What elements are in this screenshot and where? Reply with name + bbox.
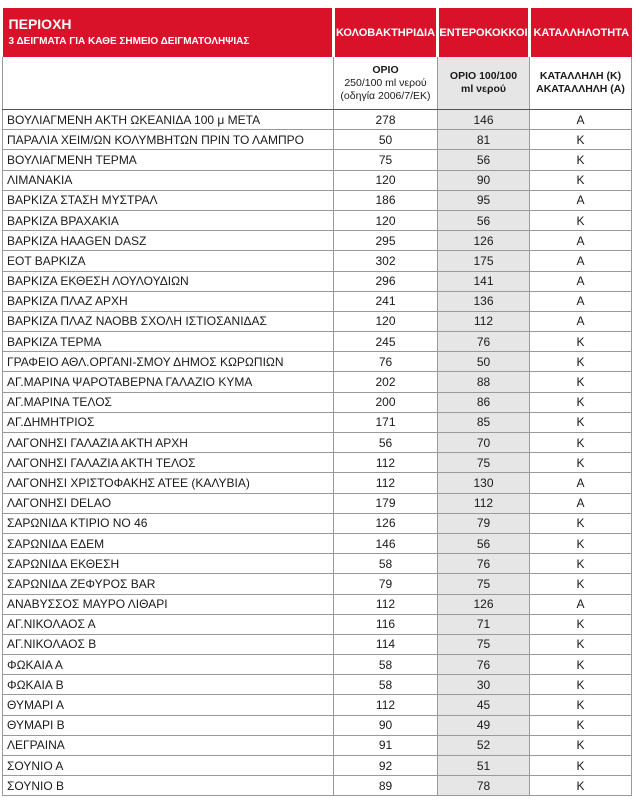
table-row [3, 352, 632, 372]
coliform-value: 112 [334, 695, 438, 715]
entero-value: 141 [438, 271, 530, 291]
table-row [3, 614, 632, 634]
suitability-value: Κ [530, 332, 632, 352]
suitability-value: Κ [530, 372, 632, 392]
coliform-value: 79 [334, 574, 438, 594]
suitability-value: Κ [530, 433, 632, 453]
coliform-limit [334, 57, 438, 110]
location-name: ΑΓ.ΜΑΡΙΝΑ ΤΕΛΟΣ [3, 392, 334, 412]
location-name: ΠΑΡΑΛΙΑ ΧΕΙΜ/ΩΝ ΚΟΛΥΜΒΗΤΩΝ ΠΡΙΝ ΤΟ ΛΑΜΠΡΟ [3, 130, 334, 150]
coliform-value: 56 [334, 433, 438, 453]
location-name: ΛΑΓΟΝΗΣΙ ΓΑΛΑΖΙΑ ΑΚΤΗ ΑΡΧΗ [3, 433, 334, 453]
suitability-value: Κ [530, 210, 632, 230]
suitability-value: Κ [530, 392, 632, 412]
suitability-value: Κ [530, 715, 632, 735]
coliform-value: 112 [334, 594, 438, 614]
coliform-value: 112 [334, 473, 438, 493]
location-name: ΘΥΜΑΡΙ Α [3, 695, 334, 715]
table-row [3, 655, 632, 675]
entero-value: 88 [438, 372, 530, 392]
coliform-value: 116 [334, 614, 438, 634]
entero-value: 136 [438, 291, 530, 311]
entero-header: ΕΝΤΕΡΟΚΟΚΚΟΙ [438, 8, 530, 57]
entero-limit-line1: ΟΡΙΟ 100/100 [449, 70, 518, 82]
coliform-value: 112 [334, 453, 438, 473]
location-name: ΒΑΡΚΙΖΑ ΤΕΡΜΑ [3, 332, 334, 352]
coliform-value: 58 [334, 554, 438, 574]
location-name: ΛΑΓΟΝΗΣΙ ΧΡΙΣΤΟΦΑΚΗΣ ΑΤΕΕ (ΚΑΛΥΒΙΑ) [3, 473, 334, 493]
table-row [3, 372, 632, 392]
location-name: ΑΝΑΒΥΣΣΟΣ ΜΑΥΡΟ ΛΙΘΑΡΙ [3, 594, 334, 614]
entero-value: 86 [438, 392, 530, 412]
coliform-value: 120 [334, 311, 438, 331]
entero-value: 175 [438, 251, 530, 271]
location-name: ΒΑΡΚΙΖΑ ΕΚΘΕΣΗ ΛΟΥΛΟΥΔΙΩΝ [3, 271, 334, 291]
table-row [3, 776, 632, 796]
entero-value: 81 [438, 130, 530, 150]
table-row [3, 715, 632, 735]
suitability-value: Κ [530, 756, 632, 776]
coliform-value: 200 [334, 392, 438, 412]
location-name: ΣΑΡΩΝΙΔΑ ΚΤΙΡΙΟ ΝΟ 46 [3, 513, 334, 533]
entero-value: 56 [438, 533, 530, 553]
location-name: ΘΥΜΑΡΙ Β [3, 715, 334, 735]
location-name: ΣΑΡΩΝΙΔΑ ΖΕΦΥΡΟΣ BAR [3, 574, 334, 594]
location-name: ΕΟΤ ΒΑΡΚΙΖΑ [3, 251, 334, 271]
suitability-value: Κ [530, 170, 632, 190]
suitability-value: Κ [530, 614, 632, 634]
table-row [3, 594, 632, 614]
table-row [3, 170, 632, 190]
table-row [3, 756, 632, 776]
table-row [3, 251, 632, 271]
entero-value: 90 [438, 170, 530, 190]
coliform-header: ΚΟΛΟΒΑΚΤΗΡΙΔΙΑ [334, 8, 438, 57]
location-name: ΣΑΡΩΝΙΔΑ ΕΚΘΕΣΗ [3, 554, 334, 574]
location-name: ΒΑΡΚΙΖΑ ΠΛΑΖ ΝΑΟΒΒ ΣΧΟΛΗ ΙΣΤΙΟΣΑΝΙΔΑΣ [3, 311, 334, 331]
coliform-value: 179 [334, 493, 438, 513]
location-name: ΒΑΡΚΙΖΑ ΒΡΑΧΑΚΙΑ [3, 210, 334, 230]
table-row [3, 311, 632, 331]
entero-value: 70 [438, 433, 530, 453]
table-row [3, 231, 632, 251]
location-name: ΛΑΓΟΝΗΣΙ ΓΑΛΑΖΙΑ ΑΚΤΗ ΤΕΛΟΣ [3, 453, 334, 473]
suitability-value: Κ [530, 554, 632, 574]
location-name: ΒΟΥΛΙΑΓΜΕΝΗ ΤΕΡΜΑ [3, 150, 334, 170]
table-row [3, 493, 632, 513]
suitability-legend-line2: ΑΚΑΤΑΛΛΗΛΗ (Α) [536, 83, 625, 95]
coliform-limit-line2: 250/100 ml νερού [344, 76, 427, 89]
table-row [3, 332, 632, 352]
suitability-value: Α [530, 110, 632, 130]
entero-limit [438, 57, 530, 110]
entero-value: 51 [438, 756, 530, 776]
suitability-value: Α [530, 231, 632, 251]
suitability-value: Κ [530, 574, 632, 594]
entero-value: 85 [438, 412, 530, 432]
table-row [3, 110, 632, 130]
coliform-value: 202 [334, 372, 438, 392]
coliform-value: 91 [334, 735, 438, 755]
suitability-value: Κ [530, 130, 632, 150]
suitability-value: Α [530, 594, 632, 614]
limits-row-blank [3, 57, 334, 110]
table-row [3, 574, 632, 594]
area-header [3, 8, 334, 57]
location-name: ΣΟΥΝΙΟ Β [3, 776, 334, 796]
coliform-value: 302 [334, 251, 438, 271]
header-row [3, 8, 632, 57]
table-row [3, 634, 632, 654]
coliform-value: 278 [334, 110, 438, 130]
coliform-value: 58 [334, 655, 438, 675]
suitability-value: Α [530, 291, 632, 311]
location-name: ΑΓ.ΜΑΡΙΝΑ ΨΑΡΟΤΑΒΕΡΝΑ ΓΑΛΑΖΙΟ ΚΥΜΑ [3, 372, 334, 392]
area-title: ΠΕΡΙΟΧΗ [8, 16, 72, 32]
entero-value: 75 [438, 634, 530, 654]
suitability-value: Κ [530, 533, 632, 553]
entero-value: 49 [438, 715, 530, 735]
coliform-value: 295 [334, 231, 438, 251]
coliform-value: 58 [334, 675, 438, 695]
coliform-limit-line3: (οδηγία 2006/7/ΕΚ) [340, 89, 431, 102]
suitability-legend-line1: ΚΑΤΑΛΛΗΛΗ (Κ) [539, 70, 622, 82]
entero-value: 95 [438, 190, 530, 210]
location-name: ΦΩΚΑΙΑ Β [3, 675, 334, 695]
table-row [3, 453, 632, 473]
entero-value: 78 [438, 776, 530, 796]
suitability-value: Κ [530, 776, 632, 796]
table-row [3, 735, 632, 755]
entero-value: 56 [438, 150, 530, 170]
entero-value: 76 [438, 554, 530, 574]
suitability-value: Κ [530, 634, 632, 654]
table-row [3, 513, 632, 533]
table-row [3, 291, 632, 311]
entero-value: 112 [438, 311, 530, 331]
suitability-value: Κ [530, 735, 632, 755]
suitability-value: Α [530, 190, 632, 210]
table-row [3, 473, 632, 493]
table-row [3, 210, 632, 230]
entero-value: 79 [438, 513, 530, 533]
suitability-legend [530, 57, 632, 110]
entero-value: 76 [438, 655, 530, 675]
entero-limit-line2: ml νερού [460, 83, 506, 95]
suitability-header: ΚΑΤΑΛΛΗΛΟΤΗΤΑ [530, 8, 632, 57]
coliform-limit-line1: ΟΡΙΟ [372, 63, 399, 76]
location-name: ΣΟΥΝΙΟ Α [3, 756, 334, 776]
suitability-value: Κ [530, 352, 632, 372]
entero-value: 130 [438, 473, 530, 493]
entero-value: 75 [438, 453, 530, 473]
table-row [3, 392, 632, 412]
coliform-value: 146 [334, 533, 438, 553]
coliform-value: 245 [334, 332, 438, 352]
location-name: ΒΟΥΛΙΑΓΜΕΝΗ ΑΚΤΗ ΩΚΕΑΝΙΔΑ 100 μ ΜΕΤΑ [3, 110, 334, 130]
table-row [3, 412, 632, 432]
coliform-value: 76 [334, 352, 438, 372]
entero-value: 52 [438, 735, 530, 755]
coliform-value: 50 [334, 130, 438, 150]
coliform-value: 120 [334, 210, 438, 230]
coliform-value: 126 [334, 513, 438, 533]
coliform-value: 171 [334, 412, 438, 432]
suitability-value: Κ [530, 675, 632, 695]
coliform-value: 90 [334, 715, 438, 735]
suitability-value: Κ [530, 412, 632, 432]
suitability-value: Κ [530, 655, 632, 675]
entero-value: 50 [438, 352, 530, 372]
limits-row [3, 57, 632, 110]
suitability-value: Α [530, 271, 632, 291]
table-row [3, 190, 632, 210]
table-row [3, 695, 632, 715]
location-name: ΦΩΚΑΙΑ Α [3, 655, 334, 675]
entero-value: 45 [438, 695, 530, 715]
area-subtitle: 3 ΔΕΙΓΜΑΤΑ ΓΙΑ ΚΑΘΕ ΣΗΜΕΙΟ ΔΕΙΓΜΑΤΟΛΗΨΙΑΣ [8, 36, 250, 47]
table-row [3, 150, 632, 170]
entero-value: 112 [438, 493, 530, 513]
suitability-value: Κ [530, 150, 632, 170]
location-name: ΑΓ.ΝΙΚΟΛΑΟΣ Β [3, 634, 334, 654]
suitability-value: Α [530, 493, 632, 513]
location-name: ΛΑΓΟΝΗΣΙ DELAO [3, 493, 334, 513]
location-name: ΒΑΡΚΙΖΑ ΣΤΑΣΗ ΜΥΣΤΡΑΛ [3, 190, 334, 210]
coliform-value: 120 [334, 170, 438, 190]
coliform-value: 296 [334, 271, 438, 291]
entero-value: 126 [438, 231, 530, 251]
suitability-value: Κ [530, 513, 632, 533]
location-name: ΑΓ.ΔΗΜΗΤΡΙΟΣ [3, 412, 334, 432]
suitability-value: Κ [530, 453, 632, 473]
table-row [3, 675, 632, 695]
suitability-value: Α [530, 251, 632, 271]
coliform-value: 75 [334, 150, 438, 170]
suitability-value: Α [530, 311, 632, 331]
entero-value: 71 [438, 614, 530, 634]
location-name: ΓΡΑΦΕΙΟ ΑΘΛ.ΟΡΓΑΝΙ-ΣΜΟΥ ΔΗΜΟΣ ΚΩΡΩΠΙΩΝ [3, 352, 334, 372]
location-name: ΛΕΓΡΑΙΝΑ [3, 735, 334, 755]
coliform-value: 186 [334, 190, 438, 210]
entero-value: 30 [438, 675, 530, 695]
coliform-value: 114 [334, 634, 438, 654]
location-name: ΣΑΡΩΝΙΔΑ ΕΔΕΜ [3, 533, 334, 553]
table-row [3, 271, 632, 291]
entero-value: 146 [438, 110, 530, 130]
location-name: ΒΑΡΚΙΖΑ ΠΛΑΖ ΑΡΧΗ [3, 291, 334, 311]
table-row [3, 130, 632, 150]
coliform-value: 89 [334, 776, 438, 796]
location-name: ΑΓ.ΝΙΚΟΛΑΟΣ Α [3, 614, 334, 634]
table-row [3, 433, 632, 453]
table-row [3, 554, 632, 574]
suitability-value: Κ [530, 695, 632, 715]
coliform-value: 241 [334, 291, 438, 311]
entero-value: 126 [438, 594, 530, 614]
coliform-value: 92 [334, 756, 438, 776]
location-name: ΒΑΡΚΙΖΑ HAAGEN DASZ [3, 231, 334, 251]
suitability-value: Α [530, 473, 632, 493]
table-row [3, 533, 632, 553]
location-name: ΛΙΜΑΝΑΚΙΑ [3, 170, 334, 190]
entero-value: 56 [438, 210, 530, 230]
entero-value: 75 [438, 574, 530, 594]
entero-value: 76 [438, 332, 530, 352]
water-quality-table [2, 8, 632, 796]
